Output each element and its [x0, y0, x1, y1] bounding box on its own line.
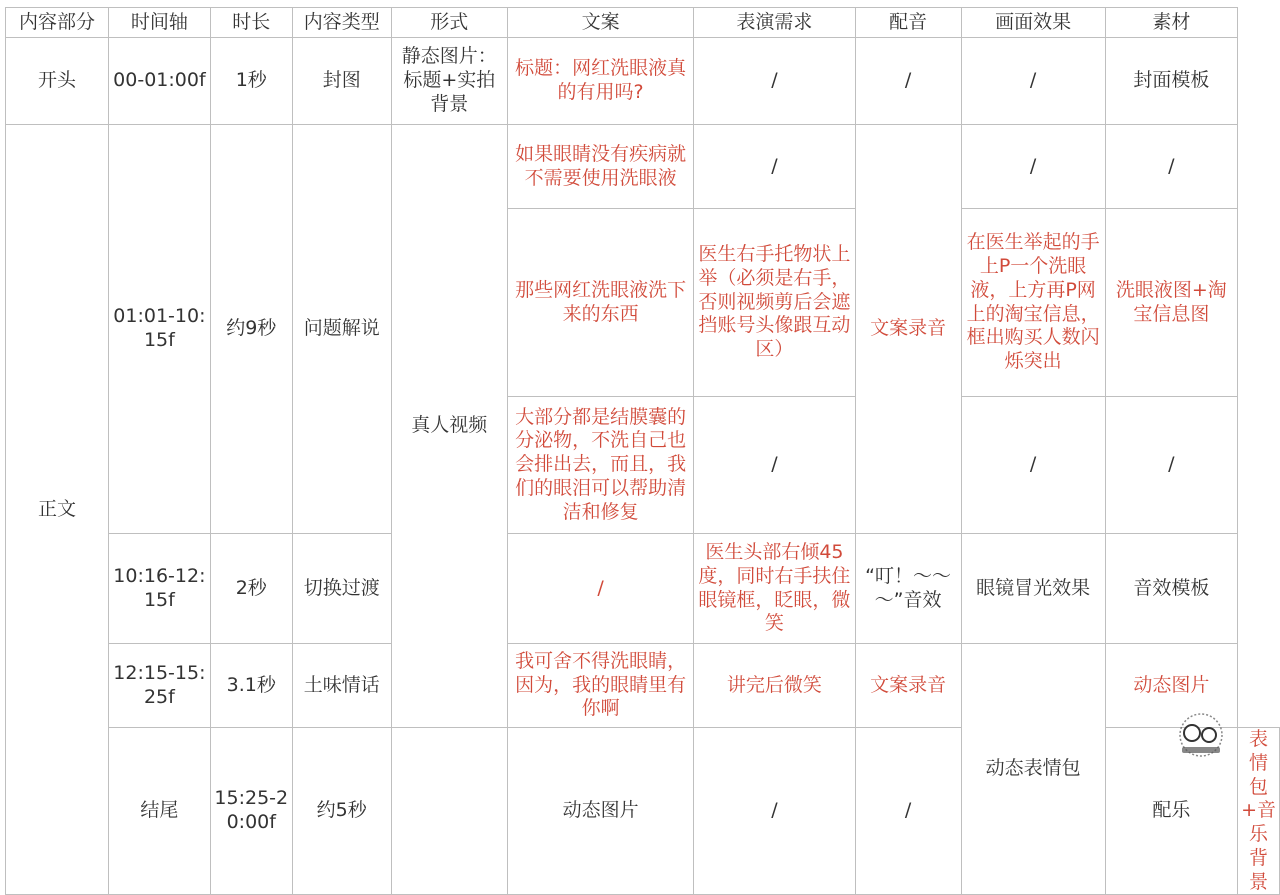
cell-performance: 医生头部右倾45度，同时右手扶住眼镜框，眨眼，微笑: [694, 534, 855, 644]
cell-content-type: 问题解说: [292, 125, 391, 534]
cell-duration: 约5秒: [292, 728, 391, 895]
cell-dubbing: “叮！～～～”音效: [855, 534, 961, 644]
cell-dubbing: 文案录音: [855, 644, 961, 728]
cell-dubbing: 配乐: [1105, 728, 1237, 895]
cell-performance: /: [694, 38, 855, 125]
cell-content-type: 封图: [292, 38, 391, 125]
cell-duration: 2秒: [210, 534, 292, 644]
cell-visual: /: [961, 397, 1105, 534]
header-visual: 画面效果: [961, 8, 1105, 38]
cell-form: 静态图片：标题+实拍背景: [391, 38, 507, 125]
cell-performance: 医生右手托物状上举（必须是右手，否则视频剪后会遮挡账号头像跟互动区）: [694, 209, 855, 397]
cell-material: 音效模板: [1105, 534, 1237, 644]
table-row-explain-1: [6, 125, 1280, 209]
header-material: 素材: [1105, 8, 1237, 38]
header-timeline: 时间轴: [108, 8, 210, 38]
cell-performance: /: [694, 397, 855, 534]
cell-material: /: [1105, 125, 1237, 209]
cell-material: 表情包+音乐背景: [1238, 728, 1280, 895]
cell-performance: /: [855, 728, 961, 895]
cell-timeline: 15:25-20:00f: [210, 728, 292, 895]
cell-material: 动态图片: [1105, 644, 1237, 728]
cell-material: 洗眼液图+淘宝信息图: [1105, 209, 1237, 397]
table-row-love-talk: [6, 644, 1280, 728]
cell-form: 动态图片: [507, 728, 693, 895]
table-row-opening: [6, 38, 1280, 125]
cell-timeline: 00-01:00f: [108, 38, 210, 125]
cell-dubbing: /: [855, 38, 961, 125]
cell-visual: 在医生举起的手上P一个洗眼液，上方再P网上的淘宝信息，框出购买人数闪烁突出: [961, 209, 1105, 397]
cell-timeline: 12:15-15:25f: [108, 644, 210, 728]
cell-visual: /: [961, 38, 1105, 125]
cell-copy: 我可舍不得洗眼睛，因为，我的眼睛里有你啊: [507, 644, 693, 728]
cell-copy: /: [507, 534, 693, 644]
cell-content-type: 切换过渡: [292, 534, 391, 644]
cell-copy: 那些网红洗眼液洗下来的东西: [507, 209, 693, 397]
header-form: 形式: [391, 8, 507, 38]
cell-duration: 1秒: [210, 38, 292, 125]
cell-performance: /: [694, 125, 855, 209]
header-row: [6, 8, 1280, 38]
section-opening: 开头: [6, 38, 109, 125]
cell-visual: 动态表情包: [961, 644, 1105, 895]
header-content-type: 内容类型: [292, 8, 391, 38]
cell-material: /: [1105, 397, 1237, 534]
cell-copy: 大部分都是结膜囊的分泌物，不洗自己也会排出去，而且，我们的眼泪可以帮助清洁和修复: [507, 397, 693, 534]
cell-timeline: 01:01-10:15f: [108, 125, 210, 534]
cell-copy: 如果眼睛没有疾病就不需要使用洗眼液: [507, 125, 693, 209]
script-table: [5, 7, 1280, 895]
cell-dubbing: 文案录音: [855, 125, 961, 534]
cell-timeline: 10:16-12:15f: [108, 534, 210, 644]
cell-material: 封面模板: [1105, 38, 1237, 125]
cell-duration: 约9秒: [210, 125, 292, 534]
section-body: 正文: [6, 125, 109, 895]
cell-content-type: [391, 728, 507, 895]
cell-performance: 讲完后微笑: [694, 644, 855, 728]
cell-visual: 眼镜冒光效果: [961, 534, 1105, 644]
table-row-transition: [6, 534, 1280, 644]
header-performance: 表演需求: [694, 8, 855, 38]
cell-copy: /: [694, 728, 855, 895]
header-duration: 时长: [210, 8, 292, 38]
section-ending: 结尾: [108, 728, 210, 895]
header-section: 内容部分: [6, 8, 109, 38]
header-dubbing: 配音: [855, 8, 961, 38]
cell-content-type: 土味情话: [292, 644, 391, 728]
cell-visual: /: [961, 125, 1105, 209]
cell-form: 真人视频: [391, 125, 507, 728]
cell-duration: 3.1秒: [210, 644, 292, 728]
cell-copy: 标题：网红洗眼液真的有用吗?: [507, 38, 693, 125]
header-copy: 文案: [507, 8, 693, 38]
